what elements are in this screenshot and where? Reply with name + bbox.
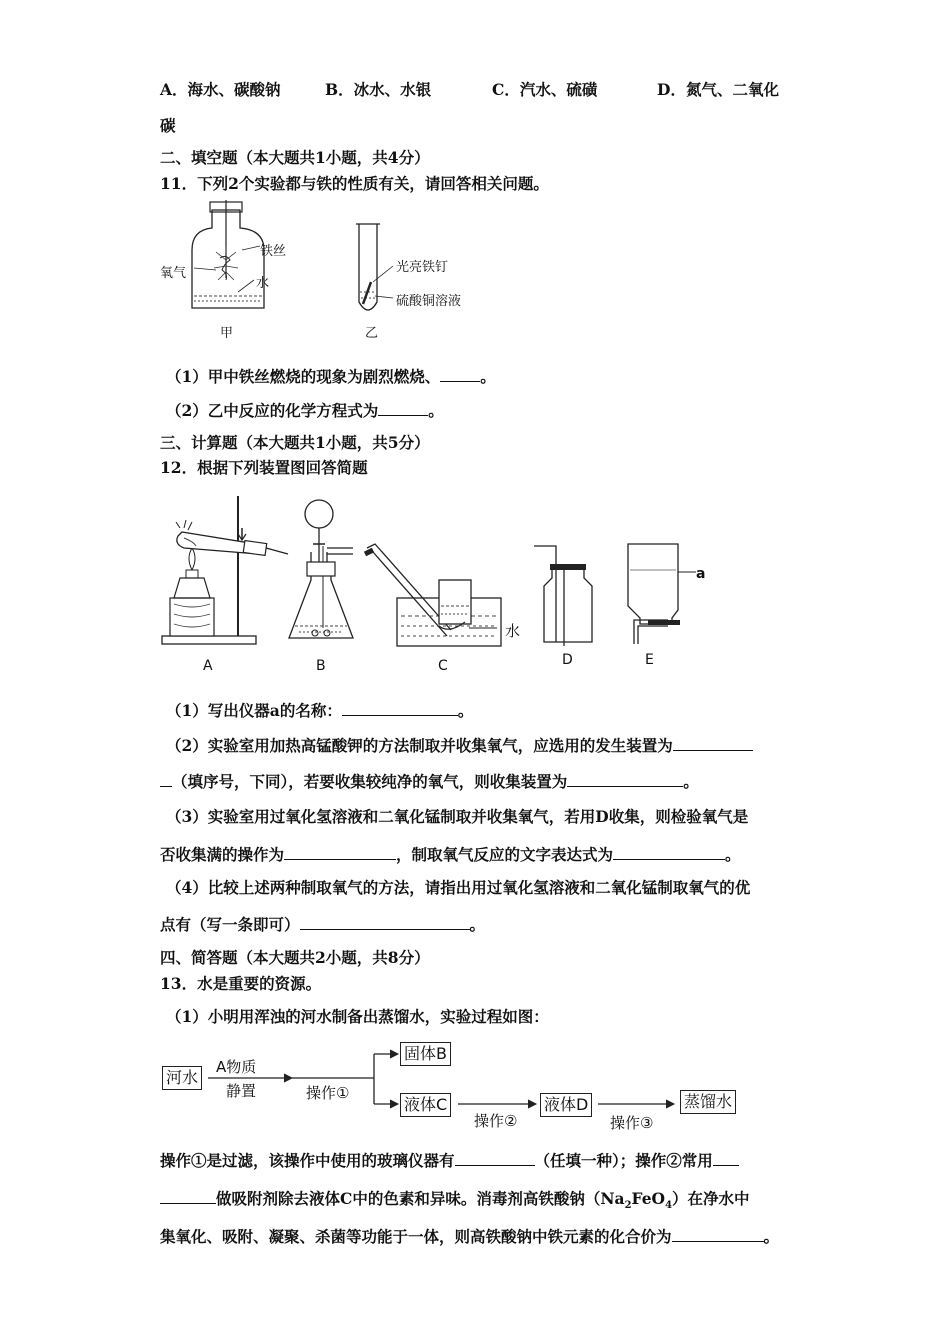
label-a: A	[203, 658, 213, 674]
flow-op1: 操作①	[306, 1084, 350, 1102]
label-c: C	[438, 658, 448, 674]
section3-heading: 三、计算题（本大题共1小题，共5分）	[160, 433, 430, 452]
section4-heading: 四、简答题（本大题共2小题，共8分）	[160, 948, 430, 967]
q13-text-line1: 操作①是过滤，该操作中使用的玻璃仪器有 （任填一种）；操作②常用	[160, 1150, 739, 1171]
q12-part2-line1: （2）实验室用加热高锰酸钾的方法制取并收集氧气，应选用的发生装置为	[166, 735, 753, 756]
apparatus-c	[365, 540, 505, 650]
flow-liquid-c: 液体C	[400, 1093, 451, 1117]
q13-part1: （1）小明用浑浊的河水制备出蒸馏水，实验过程如图：	[166, 1007, 549, 1026]
flow-op3: 操作③	[610, 1114, 654, 1132]
label-copper-sulfate: 硫酸铜溶液	[396, 294, 462, 309]
q13-stem: 13．水是重要的资源。	[160, 974, 322, 993]
apparatus-b	[285, 498, 365, 648]
apparatus-a	[160, 492, 290, 652]
q12-part2-line2: （填序号，下同），若要收集较纯净的氧气，则收集装置为 。	[160, 771, 699, 792]
flow-solid-b: 固体B	[400, 1042, 451, 1066]
q12-part3-line2: 否收集满的操作为 ，制取氧气反应的文字表达式为 。	[160, 845, 741, 864]
q11-stem: 11．下列2个实验都与铁的性质有关，请回答相关问题。	[160, 174, 549, 193]
figure-jia-bottle	[180, 200, 270, 320]
section2-heading: 二、填空题（本大题共1小题，共4分）	[160, 148, 430, 167]
q12-part4-line1: （4）比较上述两种制取氧气的方法，请指出用过氧化氢溶液和二氧化锰制取氧气的优	[166, 878, 751, 897]
label-oxygen: 氧气	[160, 266, 187, 281]
q11-part2: （2）乙中反应的化学方程式为 。	[166, 401, 444, 420]
flow-liquid-d: 液体D	[540, 1093, 592, 1117]
label-b: B	[316, 658, 326, 674]
flow-settle: 静置	[226, 1082, 257, 1100]
q11-part1: （1）甲中铁丝燃烧的现象为剧烈燃烧、 。	[166, 367, 496, 386]
apparatus-d	[530, 542, 600, 648]
label-instrument-a: a	[696, 566, 706, 582]
apparatus-e	[618, 540, 708, 646]
flow-distilled-water: 蒸馏水	[680, 1090, 736, 1114]
caption-yi: 乙	[365, 326, 379, 341]
q12-stem: 12．根据下列装置图回答简题	[160, 458, 368, 477]
label-water: 水	[256, 276, 270, 291]
figure-yi-test-tube	[355, 222, 395, 322]
q12-part3-line1: （3）实验室用过氧化氢溶液和二氧化锰制取并收集氧气，若用D收集，则检验氧气是	[166, 807, 749, 826]
label-iron-wire: 铁丝	[260, 244, 287, 259]
label-bright-nail: 光亮铁钉	[396, 260, 449, 275]
flow-op2: 操作②	[474, 1112, 518, 1130]
q13-text-line2: 做吸附剂除去液体C中的色素和异味。消毒剂高铁酸钠$(Na_2FeO_4)$在净水中	[160, 1188, 750, 1216]
label-d: D	[562, 652, 573, 668]
caption-jia: 甲	[220, 326, 234, 341]
label-water-c: 水	[505, 622, 521, 640]
q13-text-line3: 集氧化、吸附、凝聚、杀菌等功能于一体，则高铁酸钠中铁元素的化合价为 。	[160, 1227, 780, 1246]
option-b: B．冰水、水银	[325, 80, 432, 99]
q12-part1: （1）写出仪器a的名称： 。	[166, 701, 474, 720]
option-a: A．海水、碳酸钠	[160, 80, 281, 99]
option-c: C．汽水、硫磺	[492, 80, 598, 99]
option-d-wrap: 碳	[160, 116, 176, 135]
flow-a-substance: A物质	[216, 1058, 257, 1076]
q12-part4-line2: 点有（写一条即可） 。	[160, 915, 486, 934]
flow-river-water: 河水	[162, 1066, 202, 1090]
option-d: D．氮气、二氧化	[657, 80, 779, 99]
label-e: E	[645, 652, 654, 668]
